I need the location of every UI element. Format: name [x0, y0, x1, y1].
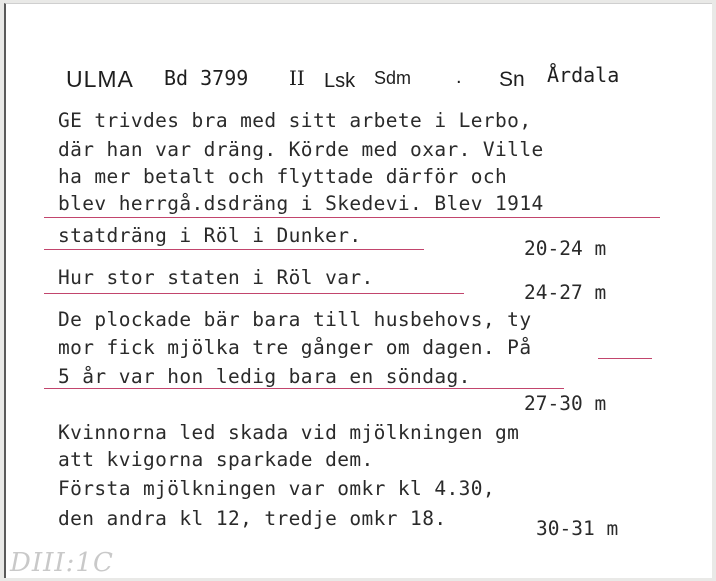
handwritten-mark: DIII:1C — [10, 548, 114, 578]
page-ref-4: 30-31 m — [536, 517, 619, 540]
archive-code: ULMA — [66, 66, 134, 92]
text-line-13: den andra kl 12, tredje omkr 18. — [58, 507, 447, 530]
page-ref-3: 27-30 m — [524, 392, 607, 415]
text-line-7: De plockade bär bara till husbehovs, ty — [58, 308, 532, 331]
landskap-label: Lsk — [324, 70, 356, 92]
underline-pa — [598, 358, 652, 359]
underline-ledig — [44, 388, 564, 389]
volume-number: II — [289, 66, 305, 90]
text-line-8: mor fick mjölka tre gånger om dagen. På — [58, 336, 532, 359]
text-line-4: blev herrgå.dsdräng i Skedevi. Blev 1914 — [58, 192, 544, 215]
socken-label: Sn — [499, 68, 525, 91]
text-line-6: Hur stor staten i Röl var. — [58, 266, 374, 289]
index-card — [4, 3, 712, 578]
underline-staten — [44, 293, 464, 294]
landskap-value: Sdm — [374, 68, 412, 88]
page-ref-2: 24-27 m — [524, 281, 607, 304]
text-line-1: GE trivdes bra med sitt arbete i Lerbo, — [58, 109, 532, 132]
page-ref-1: 20-24 m — [524, 237, 607, 260]
header-separator: . — [456, 66, 462, 88]
text-line-5: statdräng i Röl i Dunker. — [58, 224, 362, 247]
text-line-10: Kvinnorna led skada vid mjölkningen gm — [58, 421, 520, 444]
underline-statdrang — [44, 249, 424, 250]
text-line-12: Första mjölkningen var omkr kl 4.30, — [58, 477, 496, 500]
bd-number: Bd 3799 — [164, 66, 249, 90]
text-line-3: ha mer betalt och flyttade därför och — [58, 165, 508, 188]
underline-herrgardsdrang — [44, 217, 660, 218]
text-line-11: att kvigorna sparkade dem. — [58, 448, 374, 471]
parish-name: Årdala — [547, 63, 620, 87]
text-line-2: där han var dräng. Körde med oxar. Ville — [58, 138, 544, 161]
text-line-9: 5 år var hon ledig bara en söndag. — [58, 365, 471, 388]
